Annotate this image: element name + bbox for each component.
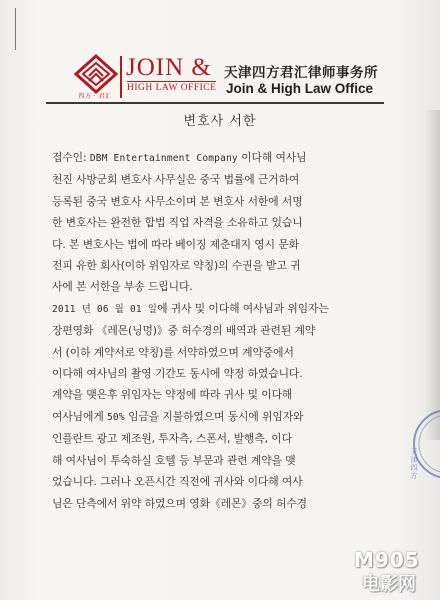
logo-caption: 四方 · 君汇 bbox=[78, 93, 112, 100]
seal-text: 天津四方 bbox=[410, 448, 418, 480]
body-text-segment: 임금을 지불하였으며 동시에 위임자와 bbox=[124, 409, 304, 423]
body-text-segment: 다. 본 변호사는 법에 따라 베이징 제춘대지 영시 문화 bbox=[52, 237, 299, 251]
firm-name-chinese: 天津四方君汇律师事务所 bbox=[224, 65, 378, 81]
brand-subtitle: HIGH LAW OFFICE bbox=[127, 83, 217, 93]
body-line bbox=[52, 212, 397, 233]
body-text-segment: 접수인: bbox=[52, 151, 90, 164]
body-mono-segment: DBM Entertainment Company bbox=[89, 153, 238, 164]
letterhead bbox=[74, 54, 384, 102]
body-line bbox=[52, 384, 397, 405]
body-line bbox=[52, 255, 397, 276]
body-text-segment: 한 변호사는 완전한 합법 직업 자격을 소유하고 있습니 bbox=[52, 216, 303, 230]
body-text-segment: 등록된 중국 변호사 사무소이며 본 변호사 서한에 서명 bbox=[52, 194, 303, 208]
body-line bbox=[52, 191, 397, 212]
body-text-segment: 사에 본 서한을 부송 드립니다. bbox=[52, 280, 193, 294]
body-line bbox=[52, 406, 397, 428]
body-text-segment: 해 여사님이 투숙하실 호텔 등 부문과 관련 계약을 맺 bbox=[52, 453, 296, 467]
body-text-segment: 전피 유한 회사(이하 위임자로 약칭)의 수권을 받고 귀 bbox=[52, 259, 301, 273]
letter-title: 변호사 서한 bbox=[183, 114, 257, 129]
letter-body bbox=[52, 147, 397, 514]
body-mono-segment: 50% bbox=[106, 411, 125, 423]
body-line bbox=[52, 320, 397, 341]
body-text-segment: 여사님에게 bbox=[52, 409, 107, 423]
body-text-segment: 인플란트 광고 제조원, 투자측, 스폰서, 발행측, 이다 bbox=[52, 432, 292, 446]
body-line bbox=[52, 428, 397, 449]
body-mono-segment: 2011 년 06 월 01 일 bbox=[52, 303, 158, 315]
body-text-segment: 이다해 여사님 bbox=[237, 151, 307, 164]
body-line bbox=[52, 276, 397, 297]
firm-logo-icon bbox=[74, 54, 118, 94]
body-text-segment: 이다해 여사님의 촬영 기간도 동시에 약정 하였습니다. bbox=[52, 367, 303, 381]
brand-name: JOIN & bbox=[126, 54, 212, 81]
body-text-segment: 천진 사방군회 변호사 사무실은 중국 법률에 근거하여 bbox=[52, 173, 300, 187]
body-line bbox=[52, 450, 397, 471]
scan-shadow bbox=[424, 110, 440, 440]
seal-stamp bbox=[400, 400, 440, 480]
body-line bbox=[52, 169, 397, 190]
body-text-segment: 에 귀사 및 이다해 여사님과 위임자는 bbox=[157, 301, 329, 315]
body-line bbox=[52, 493, 397, 514]
body-line bbox=[52, 471, 397, 492]
body-line bbox=[52, 298, 397, 320]
body-text-segment: 님은 단측에서 위약 하였으며 영화《레몬》중의 허수경 bbox=[52, 496, 307, 510]
body-line bbox=[52, 363, 397, 384]
body-line bbox=[52, 147, 397, 169]
body-line bbox=[52, 234, 397, 255]
body-text-segment: 었습니다. 그러나 오픈시간 직전에 귀사와 이다해 여사 bbox=[52, 475, 303, 489]
body-line bbox=[52, 342, 397, 363]
margin-line bbox=[15, 8, 16, 50]
body-text-segment: 장편영화 《레몬(닝멍)》중 허수경의 배역과 관련된 계약 bbox=[52, 324, 316, 338]
header-rule bbox=[46, 102, 384, 104]
watermark-bottom: 电影网 bbox=[362, 574, 416, 595]
body-text-segment: 계약을 맺은후 위임자는 약정에 따라 귀사 및 이다해 bbox=[52, 388, 293, 402]
watermark bbox=[352, 548, 438, 596]
body-text-segment: 서 (이하 계약서로 약칭)를 서약하였으며 계약중에서 bbox=[52, 345, 294, 359]
watermark-top: M905 bbox=[354, 548, 420, 572]
logo-divider bbox=[120, 56, 122, 98]
firm-name-english: Join & High Law Office bbox=[226, 81, 374, 96]
